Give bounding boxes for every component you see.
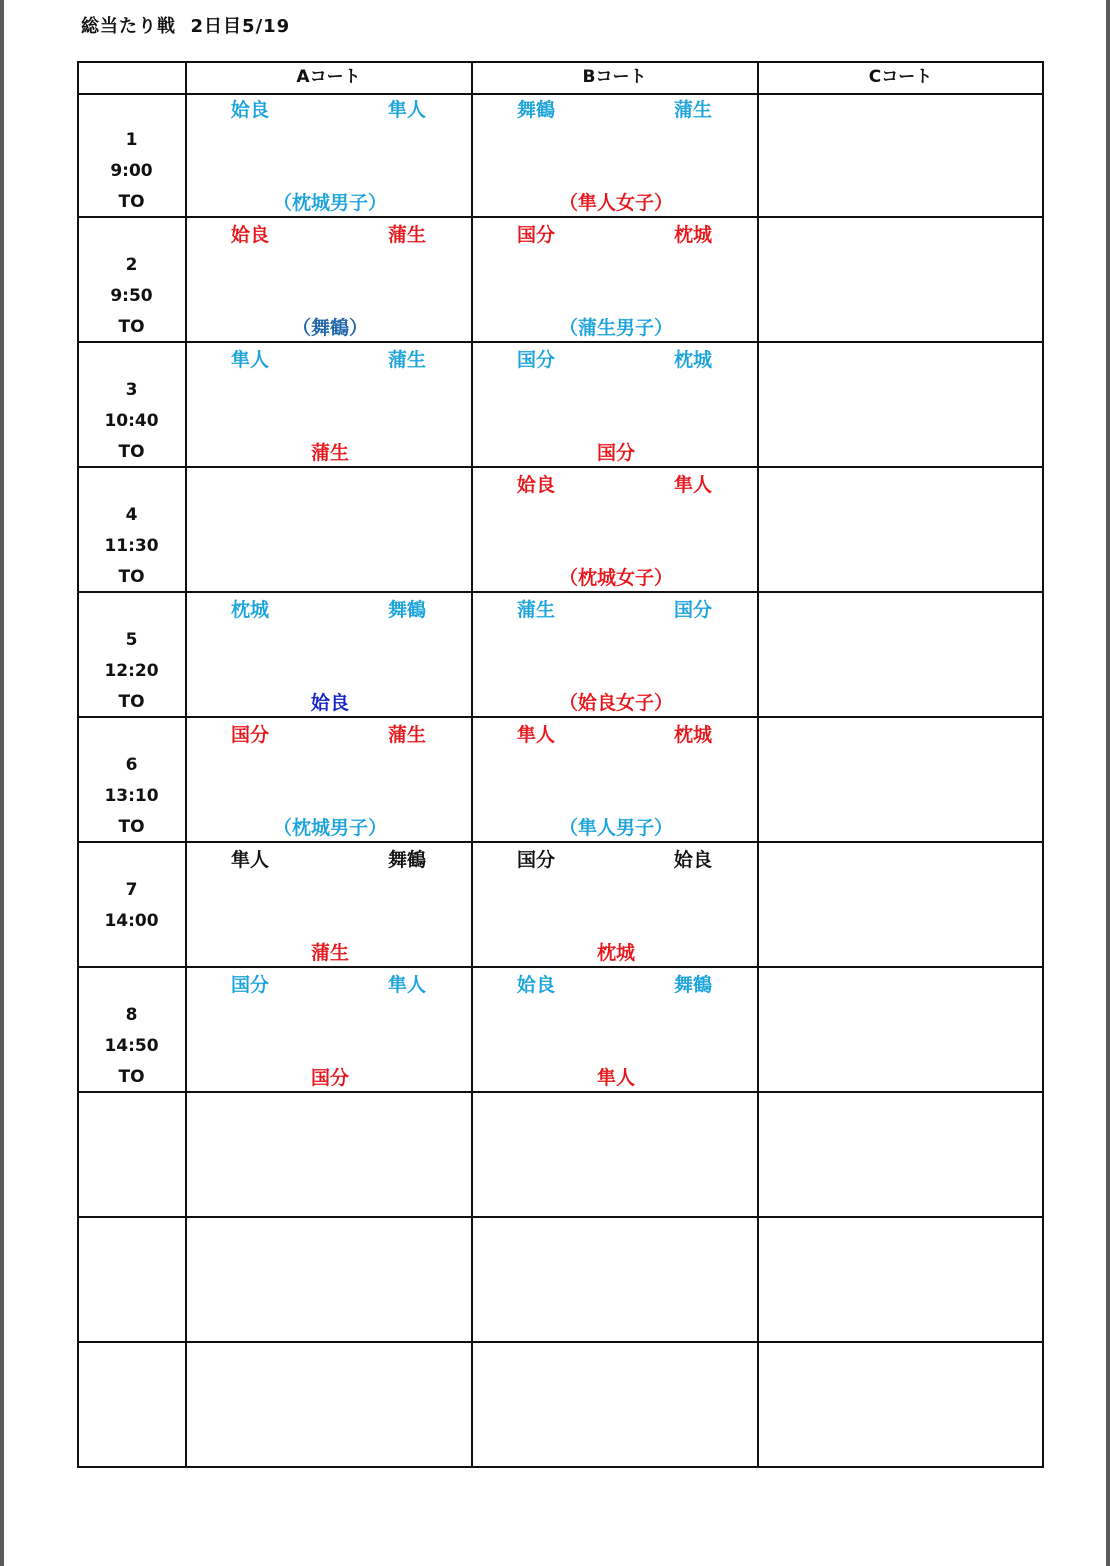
- table-rule-top: [77, 61, 1044, 63]
- referee-team: 隼人: [596, 1067, 635, 1089]
- referee-team: 蒲生: [310, 942, 349, 964]
- round-timeout: TO: [118, 1067, 145, 1087]
- header-court-c: Cコート: [868, 67, 933, 87]
- round-time: 10:40: [104, 411, 159, 431]
- referee-team: 国分: [310, 1067, 349, 1089]
- team-left: 姶良: [517, 474, 556, 496]
- referee-team: （姶良女子）: [558, 692, 673, 714]
- header-court-b: Bコート: [582, 67, 647, 87]
- team-left: 隼人: [231, 849, 270, 871]
- round-label: [77, 843, 186, 968]
- round-time: 9:50: [110, 286, 153, 306]
- referee-team: 姶良: [310, 692, 349, 714]
- round-label: [77, 93, 186, 218]
- schedule-table: [77, 61, 1044, 1467]
- team-right: 枕城: [674, 224, 713, 246]
- court-b-match: [473, 468, 759, 592]
- team-right: 舞鶴: [388, 849, 427, 871]
- team-left: 蒲生: [517, 599, 556, 621]
- table-rule-row: [77, 1341, 1044, 1343]
- team-right: 枕城: [674, 349, 713, 371]
- round-time: 11:30: [104, 536, 159, 556]
- team-right: 枕城: [674, 724, 713, 746]
- table-rule-column: [1042, 61, 1044, 1467]
- round-timeout: TO: [118, 192, 145, 212]
- round-number: 7: [125, 880, 138, 900]
- team-right: 舞鶴: [388, 599, 427, 621]
- team-right: 姶良: [674, 849, 713, 871]
- round-number: 4: [125, 505, 138, 525]
- header-court-a: Aコート: [296, 67, 361, 87]
- round-number: 8: [125, 1005, 138, 1025]
- round-time: 12:20: [104, 661, 159, 681]
- team-right: 蒲生: [674, 99, 713, 121]
- team-left: 国分: [517, 224, 556, 246]
- round-label: [77, 218, 186, 343]
- round-number: 6: [125, 755, 138, 775]
- court-b-match: [473, 218, 759, 342]
- team-left: 姶良: [231, 224, 270, 246]
- team-right: 蒲生: [388, 224, 427, 246]
- team-left: 姶良: [231, 99, 270, 121]
- court-b-match: [473, 593, 759, 717]
- court-b-match: [473, 93, 759, 217]
- table-rule-row: [77, 1466, 1044, 1468]
- team-right: 国分: [674, 599, 713, 621]
- round-label: [77, 468, 186, 593]
- team-left: 隼人: [517, 724, 556, 746]
- team-right: 蒲生: [388, 724, 427, 746]
- team-left: 国分: [231, 724, 270, 746]
- referee-team: （隼人男子）: [558, 817, 673, 839]
- team-right: 隼人: [388, 974, 427, 996]
- round-timeout: TO: [118, 817, 145, 837]
- round-time: 14:00: [104, 911, 159, 931]
- court-b-match: [473, 718, 759, 842]
- referee-team: （舞鶴）: [291, 317, 368, 339]
- referee-team: （蒲生男子）: [558, 317, 673, 339]
- round-timeout: TO: [118, 442, 145, 462]
- referee-team: 蒲生: [310, 442, 349, 464]
- document-title: 総当たり戦 2日目5/19: [81, 16, 291, 37]
- court-b-match: [473, 843, 759, 967]
- court-a-match: [187, 93, 473, 217]
- round-label: [77, 968, 186, 1093]
- team-left: 国分: [517, 349, 556, 371]
- court-a-match: [187, 343, 473, 467]
- page-left-edge: [0, 0, 4, 1566]
- team-right: 隼人: [388, 99, 427, 121]
- round-timeout: TO: [118, 567, 145, 587]
- court-a-match: [187, 218, 473, 342]
- referee-team: （隼人女子）: [558, 192, 673, 214]
- round-label: [77, 343, 186, 468]
- round-time: 14:50: [104, 1036, 159, 1056]
- round-time: 9:00: [110, 161, 153, 181]
- page-right-edge: [1106, 0, 1110, 1566]
- team-left: 国分: [517, 849, 556, 871]
- court-a-match: [187, 968, 473, 1092]
- team-left: 姶良: [517, 974, 556, 996]
- round-timeout: TO: [118, 692, 145, 712]
- referee-team: （枕城男子）: [272, 817, 387, 839]
- round-number: 5: [125, 630, 138, 650]
- team-left: 隼人: [231, 349, 270, 371]
- court-a-match: [187, 718, 473, 842]
- table-rule-row: [77, 1216, 1044, 1218]
- team-right: 舞鶴: [674, 974, 713, 996]
- referee-team: 枕城: [596, 942, 635, 964]
- court-a-match: [187, 593, 473, 717]
- court-a-match: [187, 843, 473, 967]
- team-right: 蒲生: [388, 349, 427, 371]
- referee-team: 国分: [596, 442, 635, 464]
- team-left: 舞鶴: [517, 99, 556, 121]
- round-time: 13:10: [104, 786, 159, 806]
- round-timeout: TO: [118, 317, 145, 337]
- court-b-match: [473, 343, 759, 467]
- team-right: 隼人: [674, 474, 713, 496]
- round-number: 3: [125, 380, 138, 400]
- court-b-match: [473, 968, 759, 1092]
- round-number: 2: [125, 255, 138, 275]
- referee-team: （枕城男子）: [272, 192, 387, 214]
- round-number: 1: [125, 130, 138, 150]
- team-left: 枕城: [231, 599, 270, 621]
- round-label: [77, 593, 186, 718]
- round-label: [77, 718, 186, 843]
- referee-team: （枕城女子）: [558, 567, 673, 589]
- court-a-match: [187, 468, 473, 592]
- team-left: 国分: [231, 974, 270, 996]
